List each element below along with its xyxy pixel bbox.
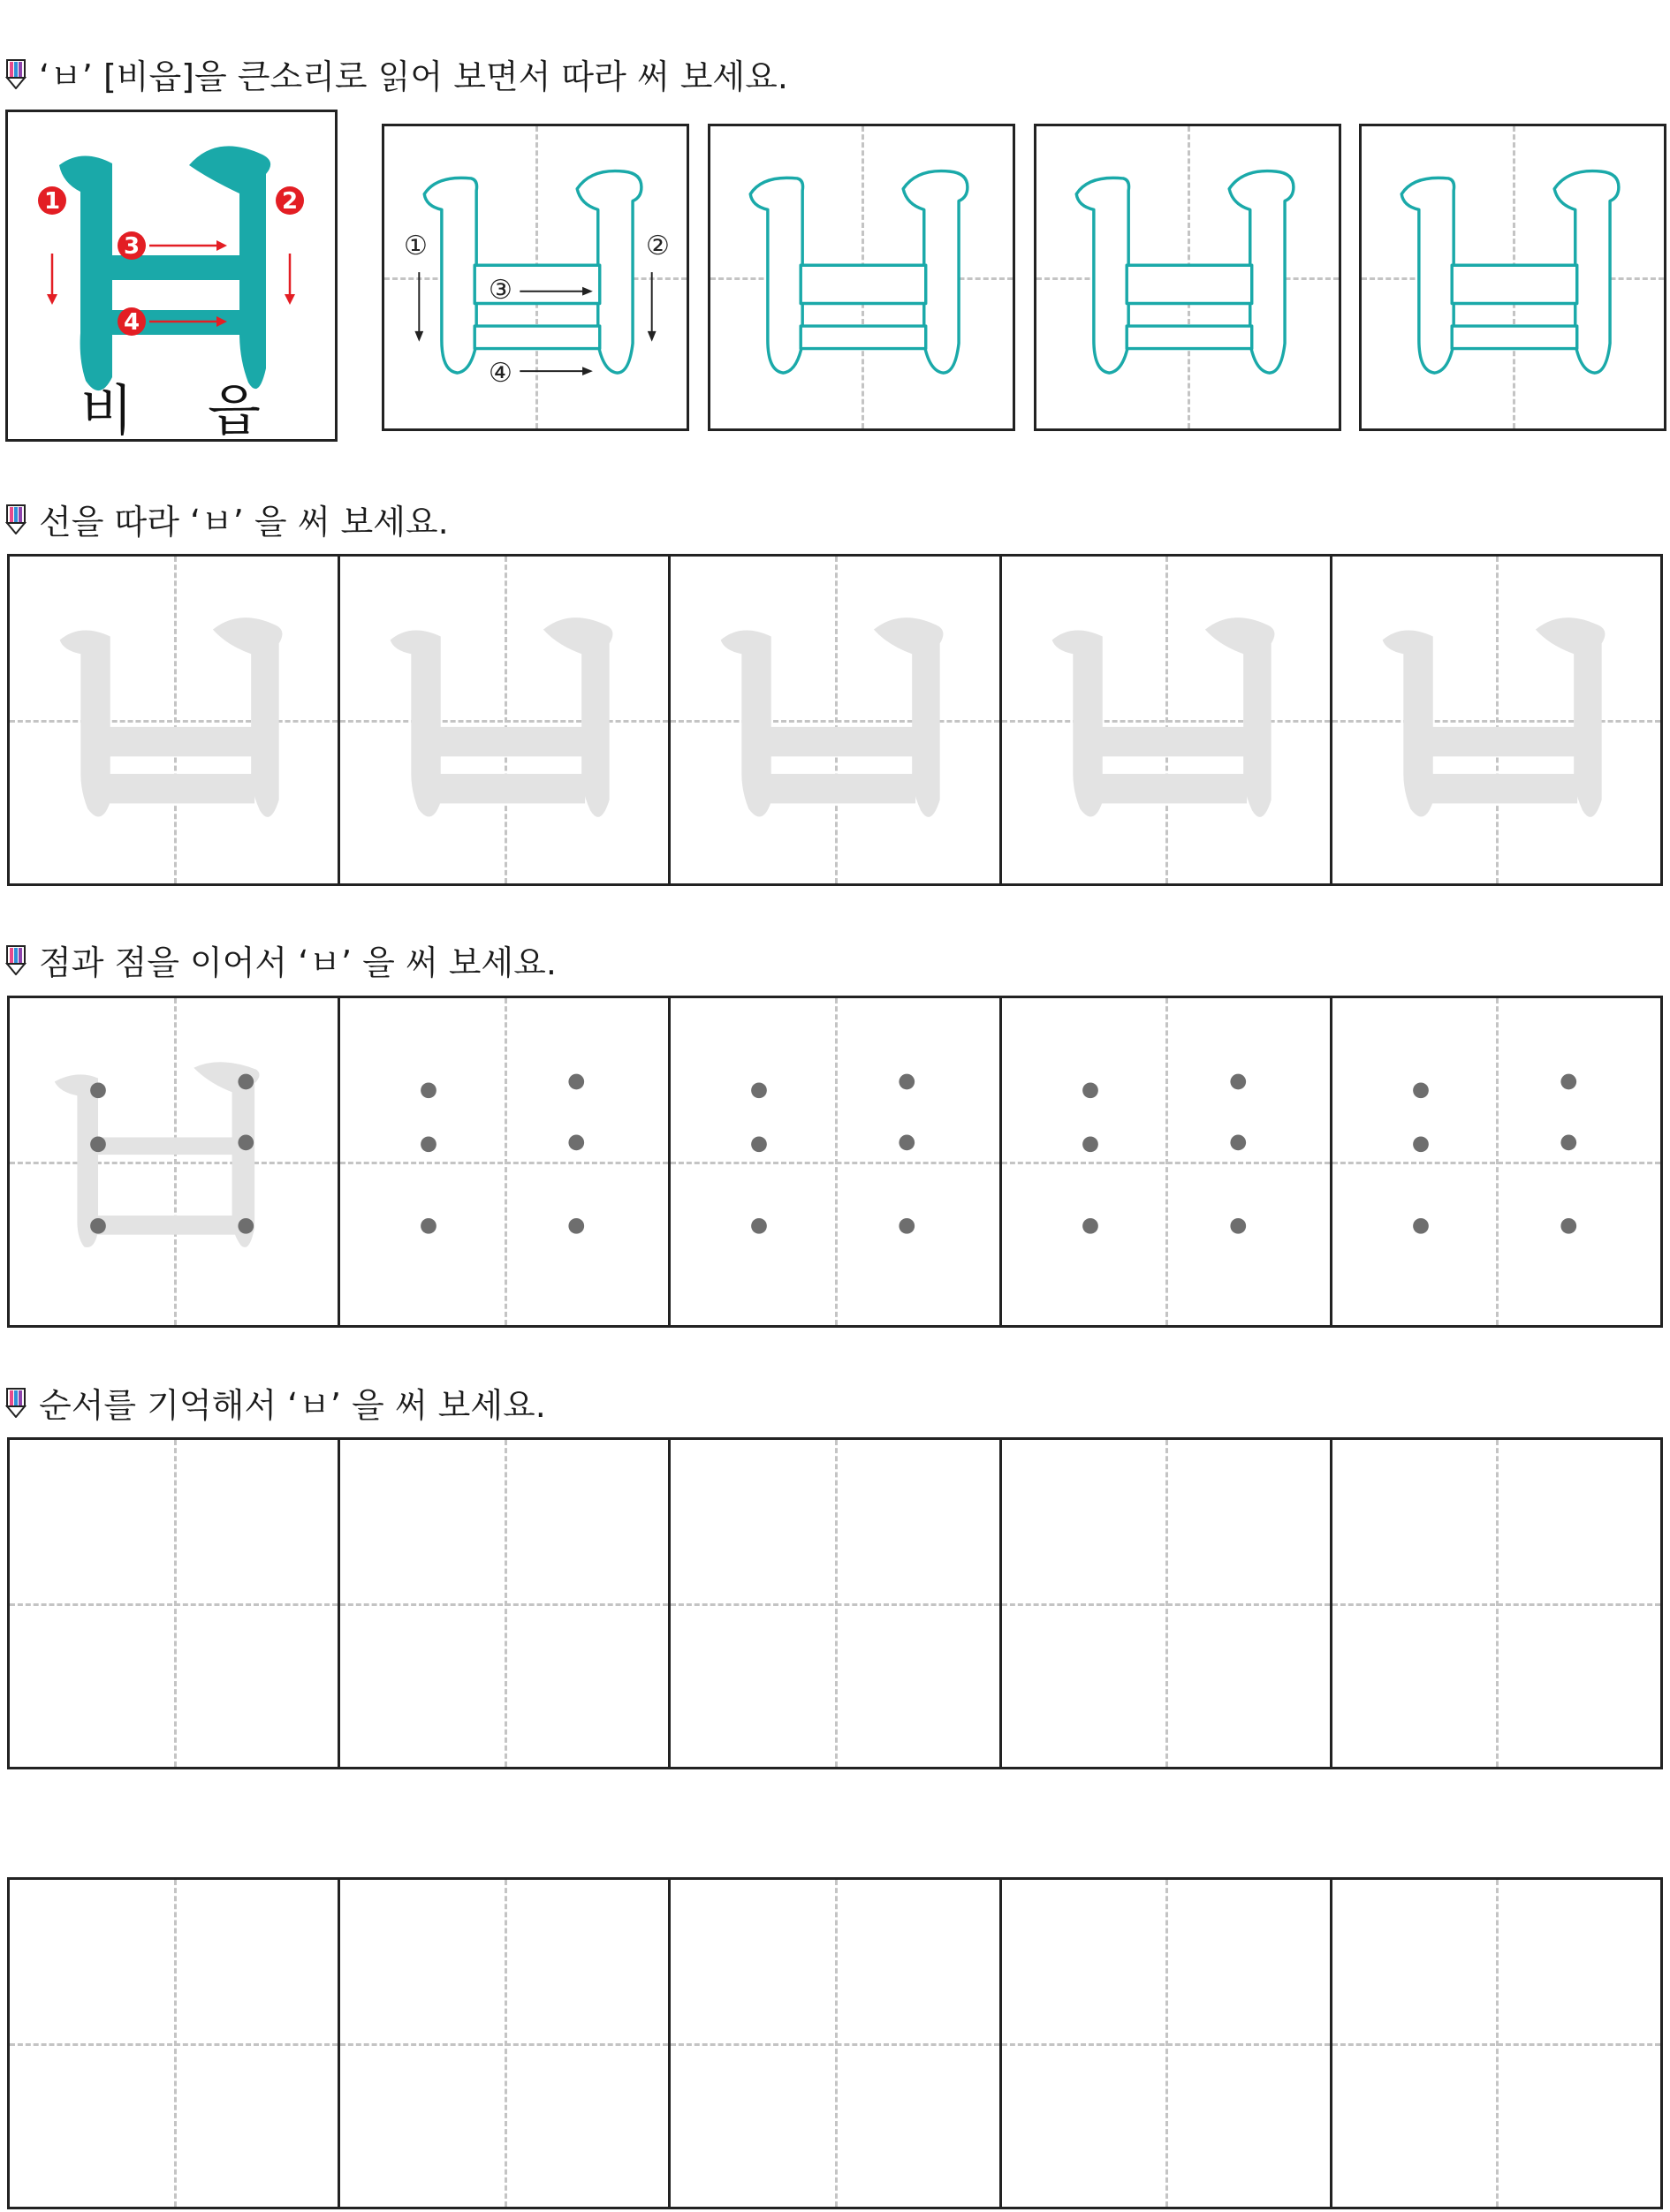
svg-text:4: 4 — [123, 309, 140, 336]
practice-cell[interactable] — [671, 557, 1001, 883]
instruction-4 — [5, 1378, 546, 1427]
pencil-icon — [5, 504, 27, 534]
trace-line-row — [7, 554, 1663, 886]
blank-cell[interactable] — [340, 1440, 671, 1767]
letter-name-1: 비 — [80, 378, 133, 443]
stroke-arrows — [384, 126, 687, 428]
faint-letter — [340, 557, 668, 883]
blank-cell[interactable] — [1332, 1440, 1660, 1767]
blank-cell[interactable] — [1002, 1440, 1332, 1767]
practice-cell[interactable] — [1002, 998, 1332, 1325]
guide-dots — [1332, 998, 1660, 1325]
blank-cell[interactable] — [10, 1880, 340, 2207]
faint-letter — [1002, 557, 1330, 883]
outline-letter — [710, 126, 1013, 428]
outline-letter — [1362, 126, 1664, 428]
instruction-text-1: ‘ㅂ’ [비읍]을 큰소리로 읽어 보면서 따라 써 보세요. — [39, 57, 788, 96]
trace-box-4[interactable] — [1359, 124, 1666, 431]
guide-dots — [340, 998, 668, 1325]
faint-letter — [10, 557, 338, 883]
practice-cell[interactable] — [340, 557, 671, 883]
practice-cell[interactable] — [1002, 557, 1332, 883]
svg-text:3: 3 — [123, 233, 140, 260]
faint-letter — [671, 557, 998, 883]
stroke-number-4: ④ — [489, 358, 512, 389]
practice-cell[interactable] — [1332, 557, 1660, 883]
svg-text:1: 1 — [43, 188, 61, 215]
practice-cell[interactable] — [10, 557, 340, 883]
guide-dots — [10, 998, 338, 1325]
memory-row-1 — [7, 1437, 1663, 1769]
dot-connect-row — [7, 996, 1663, 1328]
stroke-number-1: ① — [404, 231, 428, 261]
svg-text:2: 2 — [281, 188, 299, 215]
trace-box-2[interactable] — [708, 124, 1015, 431]
blank-cell[interactable] — [1002, 1880, 1332, 2207]
guide-dots — [671, 998, 998, 1325]
blank-cell[interactable] — [10, 1440, 340, 1767]
instruction-text-2: 선을 따라 ‘ㅂ’ 을 써 보세요. — [39, 503, 449, 542]
pencil-icon — [5, 59, 27, 89]
practice-cell[interactable] — [671, 998, 1001, 1325]
blank-cell[interactable] — [340, 1880, 671, 2207]
instruction-3 — [5, 936, 557, 984]
pencil-icon — [5, 1388, 27, 1418]
stroke-number-3: ③ — [489, 275, 512, 306]
trace-box-3[interactable] — [1034, 124, 1341, 431]
practice-cell[interactable] — [340, 998, 671, 1325]
blank-cell[interactable] — [1332, 1880, 1660, 2207]
instruction-text-4: 순서를 기억해서 ‘ㅂ’ 을 써 보세요. — [39, 1386, 546, 1425]
practice-cell[interactable] — [1332, 998, 1660, 1325]
practice-cell[interactable] — [10, 998, 340, 1325]
instruction-1 — [5, 49, 788, 98]
blank-cell[interactable] — [671, 1880, 1001, 2207]
blank-cell[interactable] — [671, 1440, 1001, 1767]
stroke-number-2: ② — [646, 231, 670, 261]
demo-letter-card — [5, 110, 338, 442]
guide-dots — [1002, 998, 1330, 1325]
pencil-icon — [5, 945, 27, 975]
outline-letter — [1036, 126, 1339, 428]
instruction-text-3: 점과 점을 이어서 ‘ㅂ’ 을 써 보세요. — [39, 943, 557, 982]
faint-letter — [1332, 557, 1660, 883]
letter-name-2: 읍 — [208, 378, 261, 443]
trace-box-1[interactable] — [382, 124, 689, 431]
instruction-2 — [5, 495, 449, 543]
memory-row-2 — [7, 1877, 1663, 2209]
